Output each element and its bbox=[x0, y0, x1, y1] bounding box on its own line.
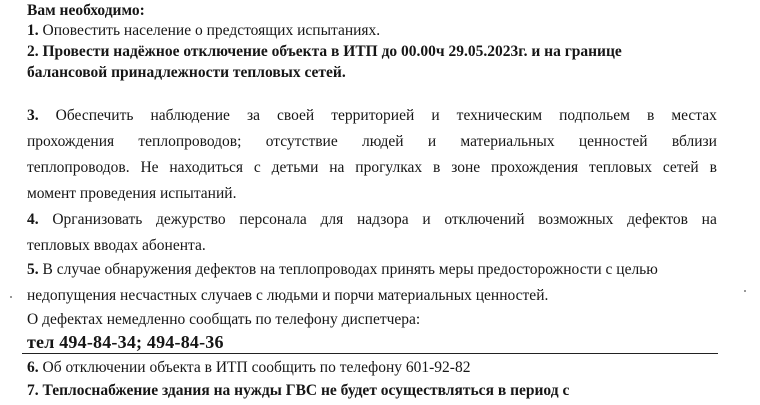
item-6-text: Об отключении объекта в ИТП сообщить по телефону 601-92-82 bbox=[42, 359, 471, 376]
scan-speck bbox=[10, 296, 12, 298]
w: прогулках bbox=[355, 159, 423, 176]
w: для bbox=[320, 211, 344, 228]
item-4-number: 4. bbox=[27, 211, 39, 228]
item-7-text: Теплоснабжение здания на нужды ГВС не будет осуществляться в период с bbox=[42, 382, 570, 399]
w: территорией bbox=[331, 107, 415, 124]
w: наблюдение bbox=[150, 107, 230, 124]
w: дефектов bbox=[627, 211, 688, 228]
w: на bbox=[329, 159, 345, 176]
w: надзора bbox=[356, 211, 409, 228]
w: Организовать bbox=[52, 211, 143, 228]
item-2-line-1 bbox=[27, 43, 622, 61]
w: прохождения bbox=[491, 159, 579, 176]
item-1-text: Оповестить население о предстоящих испытаниях. bbox=[42, 22, 381, 39]
w: сетей bbox=[662, 159, 699, 176]
w: и bbox=[427, 133, 437, 150]
w: в bbox=[709, 159, 717, 176]
item-2-number: 2. bbox=[27, 43, 39, 60]
item-5-line-2: недопущения несчастных случаев с людьми и порчи материальных ценностей. bbox=[27, 287, 549, 304]
w: теплопроводов; bbox=[138, 133, 242, 150]
w: в bbox=[433, 159, 441, 176]
w: отсутствие bbox=[265, 133, 338, 150]
item-5-text-1: В случае обнаружения дефектов на теплопроводах принять меры предосторожности с целью bbox=[42, 261, 658, 278]
w: местах bbox=[671, 107, 717, 124]
item-1-number: 1. bbox=[27, 22, 39, 39]
w: Обеспечить bbox=[55, 107, 134, 124]
w: находиться bbox=[169, 159, 244, 176]
w: зоне bbox=[451, 159, 481, 176]
item-7-number: 7. bbox=[27, 382, 39, 399]
w: детьми bbox=[271, 159, 319, 176]
item-6-number: 6. bbox=[27, 359, 39, 376]
item-4-line-1 bbox=[27, 211, 717, 229]
w: на bbox=[701, 211, 717, 228]
w: возможных bbox=[538, 211, 614, 228]
w: подпольем bbox=[559, 107, 630, 124]
item-3-line-4: момент проведения испытаний. bbox=[27, 185, 237, 202]
w: техническим bbox=[456, 107, 543, 124]
w: тепловых bbox=[589, 159, 652, 176]
item-3-number: 3. bbox=[27, 107, 39, 124]
w: Не bbox=[140, 159, 159, 176]
w: своей bbox=[277, 107, 315, 124]
w: теплопроводов. bbox=[27, 159, 130, 176]
item-4-line-2: тепловых вводах абонента. bbox=[27, 237, 206, 254]
item-5-line-1 bbox=[27, 261, 658, 279]
item-2-text-1: Провести надёжное отключение объекта в ИТП до 00.00ч 29.05.2023г. и на границе bbox=[42, 43, 622, 60]
w: в bbox=[646, 107, 655, 124]
w: и bbox=[422, 211, 431, 228]
item-7 bbox=[27, 382, 569, 400]
item-3-line-1 bbox=[27, 107, 717, 125]
item-6 bbox=[27, 359, 470, 377]
intro-heading: Вам необходимо: bbox=[27, 2, 145, 19]
w: людей bbox=[362, 133, 404, 150]
item-2-line-2: балансовой принадлежности тепловых сетей. bbox=[27, 64, 346, 81]
report-instruction: О дефектах немедленно сообщать по телефону диспетчера: bbox=[27, 311, 421, 328]
item-5-number: 5. bbox=[27, 261, 39, 278]
w: материальных bbox=[460, 133, 555, 150]
item-3-line-2 bbox=[27, 133, 717, 151]
w: за bbox=[246, 107, 260, 124]
underline-rule bbox=[22, 353, 718, 354]
w: ценностей bbox=[578, 133, 648, 150]
w: дежурство bbox=[156, 211, 226, 228]
w: персонала bbox=[239, 211, 307, 228]
w: с bbox=[253, 159, 261, 176]
item-3-line-3 bbox=[27, 159, 717, 177]
w: и bbox=[431, 107, 440, 124]
w: отключений bbox=[444, 211, 525, 228]
item-1 bbox=[27, 22, 380, 40]
scan-speck bbox=[744, 290, 746, 292]
w: вблизи bbox=[671, 133, 717, 150]
dispatcher-phones: тел 494-84-34; 494-84-36 bbox=[27, 332, 224, 352]
w: прохождения bbox=[27, 133, 115, 150]
